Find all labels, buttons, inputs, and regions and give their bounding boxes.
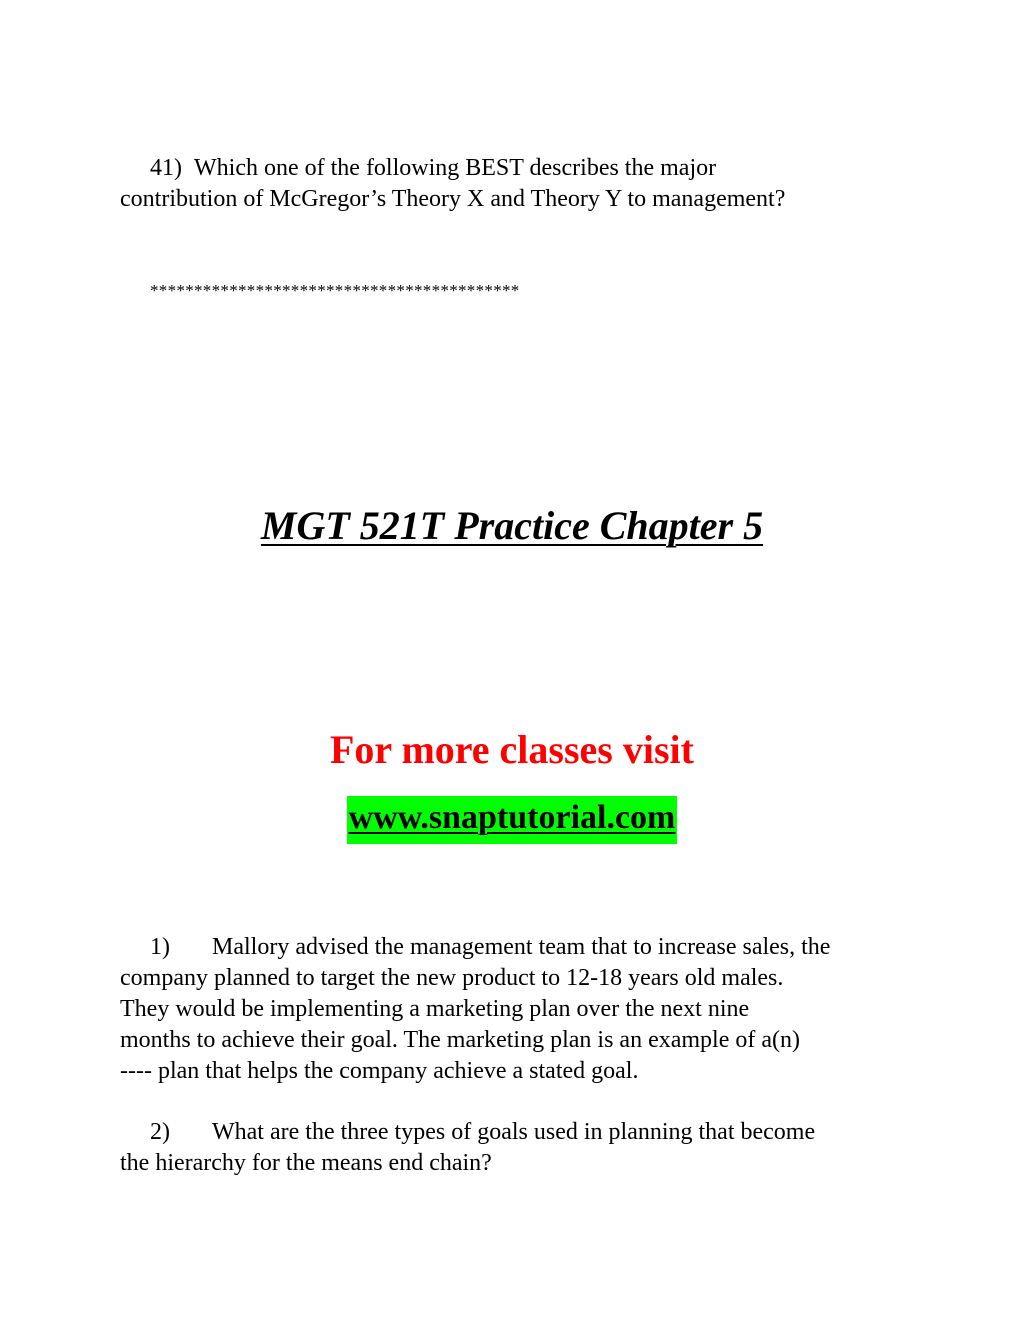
promo-link-wrapper bbox=[0, 796, 1024, 844]
promo-text: For more classes visit bbox=[329, 727, 694, 772]
question-1-text-line-4: months to achieve their goal. The marketing plan is an example of a(n) bbox=[120, 1027, 801, 1053]
snaptutorial-link[interactable]: www.snaptutorial.com bbox=[347, 796, 678, 844]
separator-stars: ****************************************** bbox=[150, 281, 520, 300]
question-41-text-line-2: contribution of McGregor’s Theory X and Theory Y to management? bbox=[120, 186, 786, 212]
question-1 bbox=[120, 932, 920, 1087]
question-41-text-line-1: Which one of the following BEST describes the major bbox=[194, 155, 717, 181]
question-2-text-line-2: the hierarchy for the means end chain? bbox=[120, 1150, 492, 1176]
question-1-number: 1) bbox=[150, 934, 170, 960]
question-2-text-line-1: What are the three types of goals used in planning that become bbox=[212, 1119, 816, 1145]
question-2-number: 2) bbox=[150, 1119, 170, 1145]
question-2-line-1 bbox=[120, 1117, 920, 1148]
question-1-text-line-3: They would be implementing a marketing plan over the next nine bbox=[120, 996, 750, 1022]
question-1-text-line-1: Mallory advised the management team that to increase sales, the bbox=[212, 934, 831, 960]
question-1-text-line-5: ---- plan that helps the company achieve a stated goal. bbox=[120, 1058, 639, 1084]
question-1-line-1 bbox=[120, 932, 920, 963]
chapter-title: MGT 521T Practice Chapter 5 bbox=[260, 503, 764, 548]
question-41-number: 41) bbox=[150, 155, 182, 181]
question-41 bbox=[120, 153, 920, 215]
question-1-text-line-2: company planned to target the new product to 12-18 years old males. bbox=[120, 965, 784, 991]
question-2 bbox=[120, 1117, 920, 1179]
question-41-line-1 bbox=[120, 153, 920, 184]
